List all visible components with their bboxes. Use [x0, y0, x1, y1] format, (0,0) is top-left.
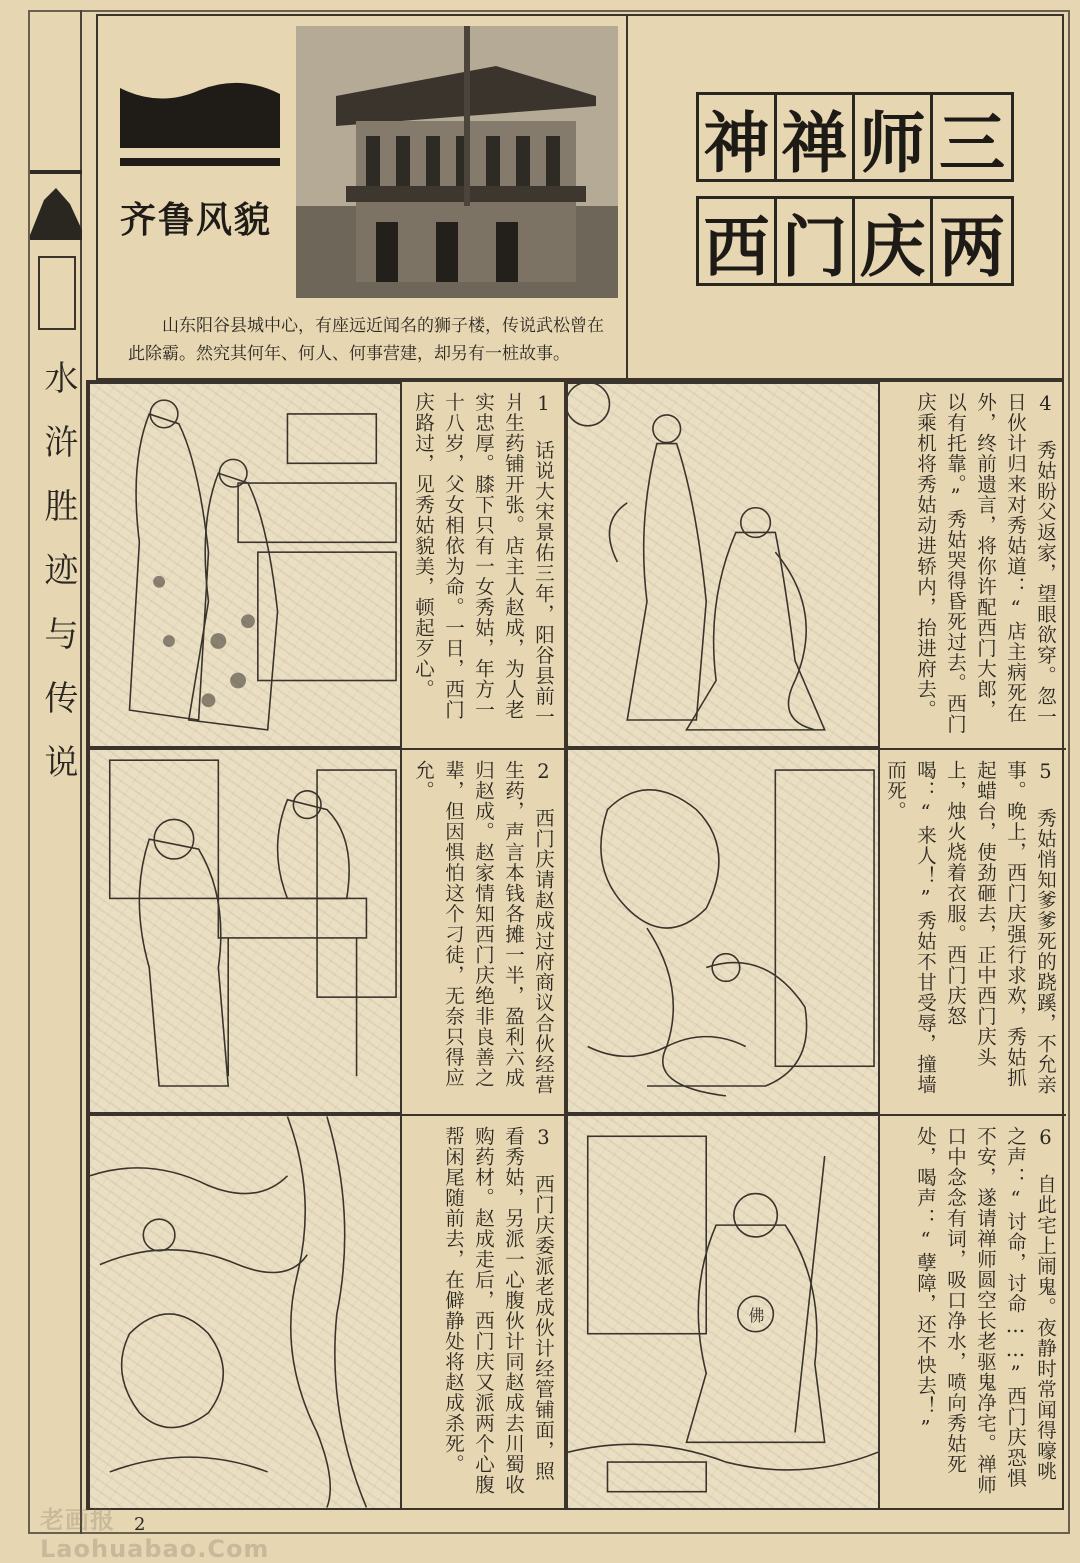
photo-caption: 山东阳谷县城中心，有座远近闻名的狮子楼，传说武松曾在此除霸。然究其何年、何人、何事营建，却另有一桩故事。	[128, 316, 604, 364]
title-line-2	[696, 196, 1014, 286]
watermark: 老画报 Laohuabao.Com	[40, 1506, 270, 1563]
panel-5-number: 5	[1034, 760, 1057, 784]
title-line-1	[696, 92, 1014, 182]
title-char: 神	[699, 95, 777, 179]
series-column	[30, 10, 82, 1534]
title-char: 禅	[777, 95, 855, 179]
column-upper-box	[38, 256, 76, 330]
title-char: 门	[777, 199, 855, 283]
panel-2-text: 西门庆请赵成过府商议合伙经营生药，声言本钱各摊一半，盈利六成归赵成。赵家情知西门庆绝非良善之辈，但因惧怕这个刁徒，无奈只得应允。	[412, 760, 555, 1095]
panel-1-number: 1	[532, 392, 555, 416]
panel-6-number: 6	[1034, 1126, 1057, 1150]
panel-1-illustration	[88, 382, 402, 748]
panel-5-illustration	[566, 748, 880, 1114]
masthead-logo-text: 齐鲁风貌	[120, 200, 273, 241]
panel-5-text: 秀姑悄知爹爹死的跷蹊，不允亲事。晚上，西门庆强行求欢，秀姑抓起蜡台，使劲砸去，正中西门庆头上，烛火烧着衣服。西门庆怒喝：“来人！”秀姑不甘受辱，撞墙而死。	[884, 760, 1057, 1095]
panel-4-caption	[880, 382, 1066, 748]
panel-5-caption	[880, 748, 1066, 1114]
column-top-rule	[30, 170, 82, 174]
panel-3-caption	[402, 1114, 566, 1510]
panel-6-illustration	[566, 1114, 880, 1510]
panel-2-illustration	[88, 748, 402, 1114]
panel-4-number: 4	[1034, 392, 1057, 416]
panel-4-text: 秀姑盼父返家，望眼欲穿。忽一日伙计归来对秀姑道：“店主病死在外，终前遗言，将你许配西门大郎，以有托靠。”秀姑哭得昏死过去。西门庆乘机将秀姑动进轿内，抬进府去。	[914, 392, 1057, 735]
column-mountain-icon	[30, 180, 82, 240]
logo-wave-icon	[120, 78, 280, 168]
panel-3-illustration	[88, 1114, 402, 1510]
panel-6-caption	[880, 1114, 1066, 1510]
lion-tower-photo	[296, 26, 618, 298]
panel-2-number: 2	[532, 760, 555, 784]
title-char: 师	[855, 95, 933, 179]
panel-3-number: 3	[532, 1126, 555, 1150]
panel-1-caption	[402, 382, 566, 748]
panel-2-caption	[402, 748, 566, 1114]
title-char: 三	[939, 104, 1005, 182]
panel-4-illustration	[566, 382, 880, 748]
title-char: 两	[939, 208, 1005, 286]
svg-text:佛: 佛	[748, 1305, 765, 1325]
panel-6-text: 自此宅上闹鬼。夜静时常闻得嚎咷之声：“讨命，讨命……”西门庆恐惧不安，遂请禅师圆空长老驱鬼净宅。禅师口中念念有词，吸口净水，喷向秀姑死处，喝声：“孽障，还不快去！”	[914, 1126, 1057, 1495]
comic-grid	[86, 380, 1064, 1510]
series-title: 水浒胜迹与传说	[38, 360, 78, 808]
title-area	[628, 14, 1064, 380]
title-char: 西	[699, 199, 777, 283]
panel-3-text: 西门庆委派老成伙计经管铺面，照看秀姑，另派一心腹伙计同赵成去川蜀收购药材。赵成走后，西门庆又派两个心腹帮闲尾随前去，在僻静处将赵成杀死。	[442, 1126, 555, 1495]
masthead-box	[96, 14, 628, 380]
panel-1-text: 话说大宋景佑三年，阳谷县前一爿生药铺开张。店主人赵成，为人老实忠厚。膝下只有一女秀姑，年方一十八岁，父女相依为命。一日，西门庆路过，见秀姑貌美，顿起歹心。	[412, 392, 555, 727]
title-char: 庆	[855, 199, 933, 283]
page-number: 2	[134, 1514, 146, 1535]
